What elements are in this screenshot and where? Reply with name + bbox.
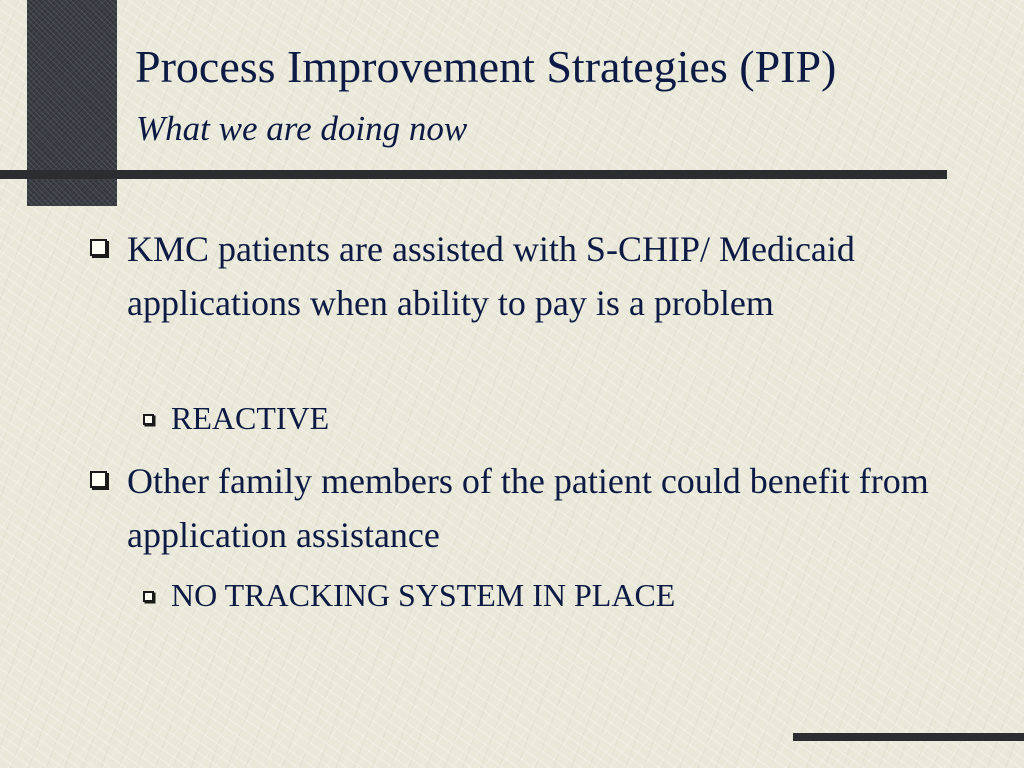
slide-subtitle: What we are doing now xyxy=(136,109,468,148)
checkbox-square-icon xyxy=(90,239,107,256)
sub-bullet-item xyxy=(171,575,675,615)
sub-bullet-text: NO TRACKING SYSTEM IN PLACE xyxy=(171,577,676,613)
slide-title: Process Improvement Strategies (PIP) xyxy=(135,41,837,92)
checkbox-square-icon xyxy=(143,591,154,602)
checkbox-square-icon xyxy=(90,471,107,488)
sub-bullet-text: REACTIVE xyxy=(171,400,330,436)
bullet-text: KMC patients are assisted with S-CHIP/ Medicaid applications when ability to pay is a problem xyxy=(127,229,855,323)
bullet-item xyxy=(127,222,957,330)
footer-rule xyxy=(793,733,1024,741)
sub-bullet-item xyxy=(171,398,329,438)
checkbox-square-icon xyxy=(143,414,154,425)
bullet-item xyxy=(127,454,957,562)
bullet-text: Other family members of the patient could benefit from application assistance xyxy=(127,461,929,555)
title-divider-rule xyxy=(0,170,947,179)
